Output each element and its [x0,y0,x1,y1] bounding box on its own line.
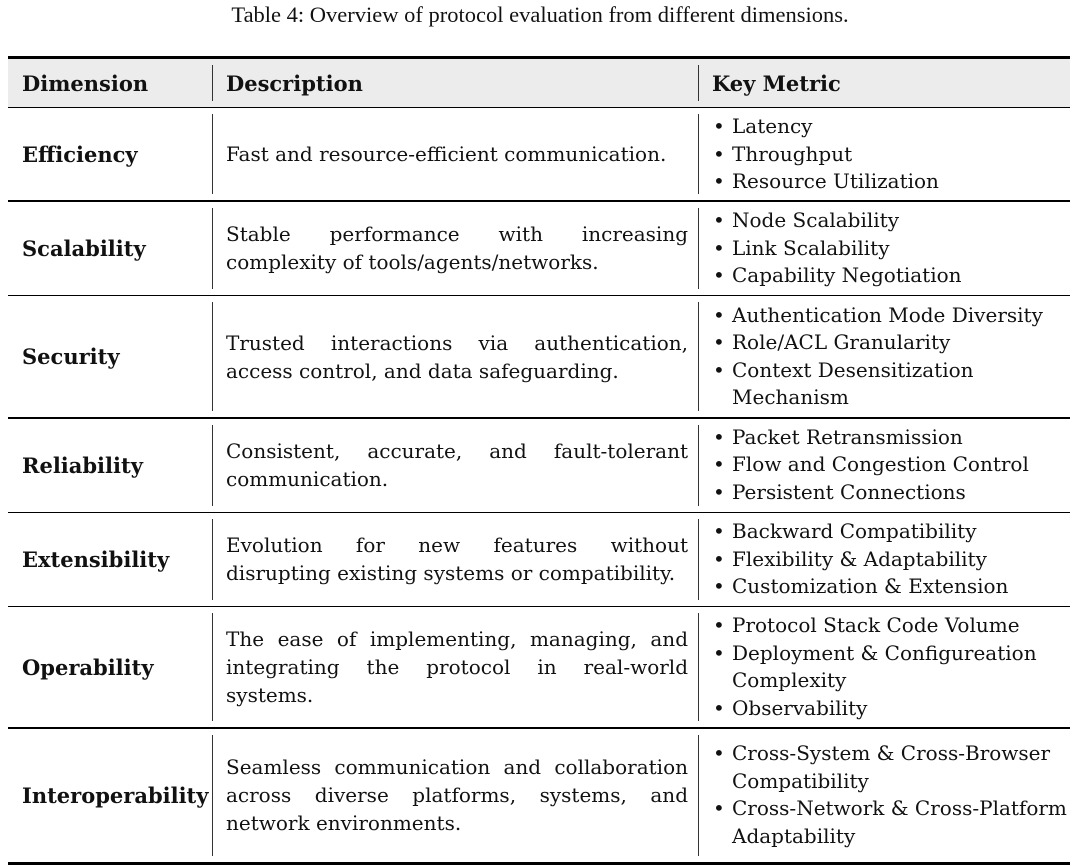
table-row [8,607,1070,727]
metric-item: • Throughput [712,141,939,169]
metric-item: • Authentication Mode Diversity [712,302,1070,330]
dimension-cell: Efficiency [22,141,138,167]
metric-item: • Deployment & Configureation Complexity [712,640,1070,695]
description-cell: Stable performance with increasing complexity of tools/agents/networks. [226,222,688,275]
column-divider [212,65,213,101]
metric-item: • Observability [712,695,1070,723]
dimension-cell: Security [22,344,120,370]
key-metric-list [712,612,1070,722]
column-divider [212,425,213,506]
table-row [8,729,1070,862]
dimension-cell: Interoperability [22,782,209,808]
description-cell: Evolution for new features without disrupting existing systems or compatibility. [226,533,688,586]
metric-item: • Latency [712,113,939,141]
bottom-rule [8,862,1070,865]
metric-item: • Cross-System & Cross-Browser Compatibility [712,740,1070,795]
dimension-cell: Extensibility [22,546,170,572]
column-divider [212,302,213,411]
key-metric-list [712,424,1029,507]
dimension-cell: Reliability [22,452,143,478]
column-divider [698,65,699,101]
description-cell: Trusted interactions via authentication, access control, and data safeguarding. [226,330,688,383]
metric-item: • Resource Utilization [712,168,939,196]
metric-item: • Capability Negotiation [712,262,962,290]
metric-item: • Context Desensitization Mechanism [712,357,1070,412]
key-metric-list [712,113,939,196]
column-divider [698,735,699,856]
column-divider [698,425,699,506]
evaluation-table [8,56,1070,865]
column-divider [212,735,213,856]
table-header-row [8,59,1070,107]
metric-item: • Flow and Congestion Control [712,451,1029,479]
metric-item: • Link Scalability [712,235,962,263]
header-description: Description [226,70,363,96]
metric-item: • Flexibility & Adaptability [712,546,1008,574]
header-dimension: Dimension [22,70,149,96]
table-row [8,513,1070,606]
table-row [8,108,1070,200]
metric-item: • Persistent Connections [712,479,1029,507]
column-divider [698,208,699,289]
metric-item: • Backward Compatibility [712,518,1008,546]
column-divider [212,208,213,289]
metric-item: • Protocol Stack Code Volume [712,612,1070,640]
column-divider [698,613,699,721]
metric-item: • Node Scalability [712,207,962,235]
metric-item: • Customization & Extension [712,573,1008,601]
header-key-metric: Key Metric [712,70,841,96]
table-caption: Table 4: Overview of protocol evaluation from different dimensions. [231,2,849,27]
column-divider [698,519,699,600]
column-divider [698,114,699,194]
table-row [8,296,1070,417]
table-row [8,419,1070,512]
description-cell: Consistent, accurate, and fault-tolerant communication. [226,439,688,492]
metric-item: • Role/ACL Granularity [712,329,1070,357]
column-divider [212,519,213,600]
metric-item: • Cross-Network & Cross-Platform Adaptability [712,795,1070,850]
column-divider [698,302,699,411]
dimension-cell: Operability [22,654,154,680]
column-divider [212,114,213,194]
description-cell: Fast and resource-efficient communication. [226,142,667,167]
key-metric-list [712,518,1008,601]
column-divider [212,613,213,721]
table-row [8,202,1070,295]
dimension-cell: Scalability [22,235,146,261]
key-metric-list [712,302,1070,412]
key-metric-list [712,207,962,290]
metric-item: • Packet Retransmission [712,424,1029,452]
key-metric-list [712,740,1070,850]
description-cell: The ease of implementing, managing, and integrating the protocol in real-world systems. [226,627,688,708]
description-cell: Seamless communication and collaboration across diverse platforms, systems, and network environments. [226,755,688,836]
